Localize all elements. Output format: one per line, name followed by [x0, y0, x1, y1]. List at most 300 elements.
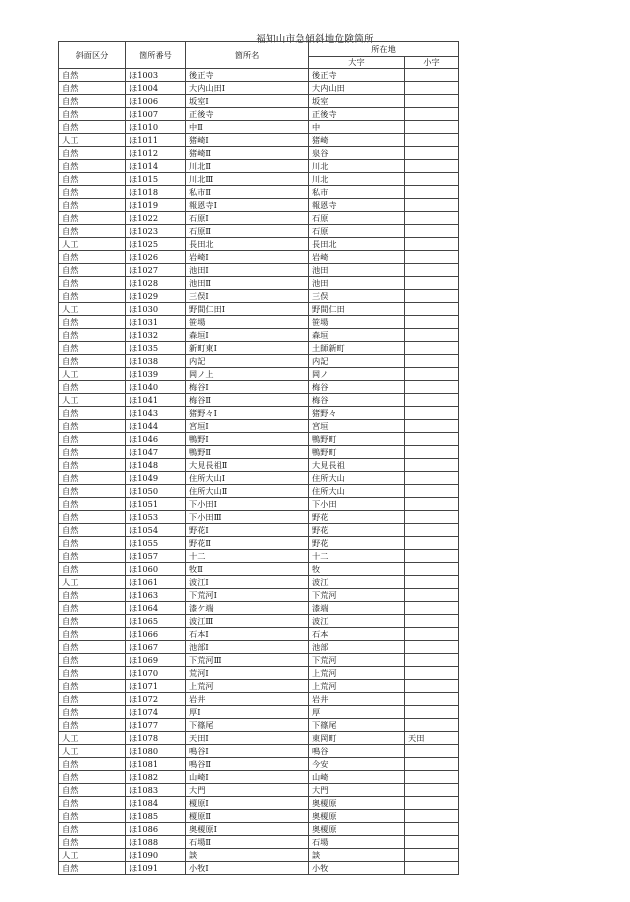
cell-kubun: 自然: [59, 459, 126, 472]
cell-bangou: ほ1023: [126, 225, 186, 238]
cell-name: 正後寺: [186, 108, 309, 121]
cell-kubun: 自然: [59, 407, 126, 420]
cell-kubun: 自然: [59, 706, 126, 719]
cell-oaza: 野花: [309, 537, 405, 550]
cell-kubun: 自然: [59, 693, 126, 706]
cell-name: 梅谷Ⅱ: [186, 394, 309, 407]
cell-bangou: ほ1007: [126, 108, 186, 121]
cell-kubun: 自然: [59, 199, 126, 212]
cell-kubun: 自然: [59, 329, 126, 342]
header-oaza: 大字: [309, 57, 405, 69]
cell-kubun: 人工: [59, 732, 126, 745]
table-row: [59, 381, 459, 394]
cell-kubun: 自然: [59, 69, 126, 82]
cell-kubun: 自然: [59, 524, 126, 537]
cell-oaza: 奥榎原: [309, 823, 405, 836]
cell-koaza: [405, 849, 459, 862]
cell-name: 宮垣Ⅰ: [186, 420, 309, 433]
cell-name: 下荒河Ⅲ: [186, 654, 309, 667]
cell-oaza: 石原: [309, 225, 405, 238]
cell-bangou: ほ1057: [126, 550, 186, 563]
cell-kubun: 自然: [59, 797, 126, 810]
cell-oaza: 奥榎原: [309, 810, 405, 823]
table-row: [59, 810, 459, 823]
cell-bangou: ほ1049: [126, 472, 186, 485]
cell-koaza: [405, 290, 459, 303]
table-row: [59, 615, 459, 628]
cell-name: 石場Ⅱ: [186, 836, 309, 849]
cell-koaza: [405, 498, 459, 511]
cell-bangou: ほ1006: [126, 95, 186, 108]
cell-oaza: 泉谷: [309, 147, 405, 160]
table-row: [59, 654, 459, 667]
cell-kubun: 自然: [59, 82, 126, 95]
cell-name: 石本Ⅰ: [186, 628, 309, 641]
cell-kubun: 人工: [59, 394, 126, 407]
cell-name: 新町東Ⅰ: [186, 342, 309, 355]
cell-name: 猪崎Ⅰ: [186, 134, 309, 147]
cell-oaza: 梅谷: [309, 381, 405, 394]
cell-name: 猪崎Ⅱ: [186, 147, 309, 160]
cell-kubun: 自然: [59, 667, 126, 680]
cell-koaza: [405, 524, 459, 537]
cell-name: 波江Ⅲ: [186, 615, 309, 628]
cell-koaza: [405, 134, 459, 147]
cell-oaza: 上荒河: [309, 667, 405, 680]
table-row: [59, 225, 459, 238]
cell-koaza: [405, 602, 459, 615]
cell-bangou: ほ1065: [126, 615, 186, 628]
table-row: [59, 173, 459, 186]
cell-koaza: [405, 160, 459, 173]
table-row: [59, 823, 459, 836]
cell-oaza: 山崎: [309, 771, 405, 784]
cell-koaza: [405, 368, 459, 381]
cell-koaza: [405, 69, 459, 82]
cell-name: 上荒河: [186, 680, 309, 693]
cell-kubun: 自然: [59, 589, 126, 602]
cell-koaza: [405, 550, 459, 563]
cell-oaza: 岡ノ: [309, 368, 405, 381]
table-row: [59, 329, 459, 342]
cell-koaza: [405, 251, 459, 264]
cell-oaza: 坂室: [309, 95, 405, 108]
cell-koaza: [405, 589, 459, 602]
table-row: [59, 680, 459, 693]
cell-name: 石原Ⅰ: [186, 212, 309, 225]
cell-name: 大門: [186, 784, 309, 797]
table-row: [59, 355, 459, 368]
cell-bangou: ほ1074: [126, 706, 186, 719]
cell-bangou: ほ1083: [126, 784, 186, 797]
cell-koaza: [405, 836, 459, 849]
cell-koaza: [405, 615, 459, 628]
cell-kubun: 自然: [59, 186, 126, 199]
cell-koaza: 天田: [405, 732, 459, 745]
cell-oaza: 小牧: [309, 862, 405, 875]
cell-bangou: ほ1054: [126, 524, 186, 537]
cell-name: 池田Ⅱ: [186, 277, 309, 290]
table-row: [59, 550, 459, 563]
cell-oaza: 下篠尾: [309, 719, 405, 732]
cell-name: 岩井: [186, 693, 309, 706]
cell-oaza: 下荒河: [309, 589, 405, 602]
table-row: [59, 641, 459, 654]
cell-name: 長田北: [186, 238, 309, 251]
cell-bangou: ほ1039: [126, 368, 186, 381]
cell-name: 鴨野Ⅱ: [186, 446, 309, 459]
table-row: [59, 199, 459, 212]
cell-oaza: 談: [309, 849, 405, 862]
cell-oaza: 中: [309, 121, 405, 134]
cell-kubun: 自然: [59, 420, 126, 433]
cell-oaza: 野花: [309, 524, 405, 537]
cell-oaza: 大内山田: [309, 82, 405, 95]
cell-kubun: 自然: [59, 537, 126, 550]
cell-oaza: 鴨野町: [309, 446, 405, 459]
cell-bangou: ほ1027: [126, 264, 186, 277]
cell-bangou: ほ1082: [126, 771, 186, 784]
cell-bangou: ほ1071: [126, 680, 186, 693]
cell-koaza: [405, 472, 459, 485]
cell-name: 坂室Ⅰ: [186, 95, 309, 108]
cell-bangou: ほ1050: [126, 485, 186, 498]
cell-koaza: [405, 810, 459, 823]
cell-koaza: [405, 316, 459, 329]
cell-bangou: ほ1053: [126, 511, 186, 524]
cell-koaza: [405, 771, 459, 784]
cell-name: 森垣Ⅰ: [186, 329, 309, 342]
table-row: [59, 784, 459, 797]
cell-bangou: ほ1047: [126, 446, 186, 459]
cell-koaza: [405, 576, 459, 589]
table-row: [59, 121, 459, 134]
table-row: [59, 862, 459, 875]
cell-bangou: ほ1043: [126, 407, 186, 420]
cell-bangou: ほ1028: [126, 277, 186, 290]
cell-name: 大見長祖Ⅱ: [186, 459, 309, 472]
cell-koaza: [405, 121, 459, 134]
cell-oaza: 下小田: [309, 498, 405, 511]
cell-koaza: [405, 563, 459, 576]
cell-oaza: 梅谷: [309, 394, 405, 407]
cell-name: 報恩寺Ⅰ: [186, 199, 309, 212]
cell-bangou: ほ1044: [126, 420, 186, 433]
cell-bangou: ほ1029: [126, 290, 186, 303]
cell-bangou: ほ1031: [126, 316, 186, 329]
cell-koaza: [405, 147, 459, 160]
cell-bangou: ほ1032: [126, 329, 186, 342]
cell-bangou: ほ1069: [126, 654, 186, 667]
cell-kubun: 自然: [59, 225, 126, 238]
cell-name: 漆ケ端: [186, 602, 309, 615]
cell-bangou: ほ1064: [126, 602, 186, 615]
header-koaza: 小字: [405, 57, 459, 69]
table-row: [59, 394, 459, 407]
cell-kubun: 自然: [59, 719, 126, 732]
cell-bangou: ほ1063: [126, 589, 186, 602]
cell-kubun: 自然: [59, 563, 126, 576]
cell-name: 川北Ⅲ: [186, 173, 309, 186]
cell-bangou: ほ1077: [126, 719, 186, 732]
cell-bangou: ほ1015: [126, 173, 186, 186]
cell-kubun: 自然: [59, 550, 126, 563]
cell-bangou: ほ1055: [126, 537, 186, 550]
cell-name: 川北Ⅱ: [186, 160, 309, 173]
cell-bangou: ほ1026: [126, 251, 186, 264]
table-row: [59, 160, 459, 173]
cell-kubun: 自然: [59, 342, 126, 355]
cell-kubun: 自然: [59, 771, 126, 784]
cell-bangou: ほ1012: [126, 147, 186, 160]
cell-bangou: ほ1085: [126, 810, 186, 823]
table-row: [59, 576, 459, 589]
table-row: [59, 290, 459, 303]
cell-koaza: [405, 342, 459, 355]
cell-name: 住所大山Ⅱ: [186, 485, 309, 498]
cell-oaza: 宮垣: [309, 420, 405, 433]
cell-bangou: ほ1004: [126, 82, 186, 95]
cell-oaza: 石原: [309, 212, 405, 225]
cell-bangou: ほ1018: [126, 186, 186, 199]
cell-kubun: 自然: [59, 472, 126, 485]
cell-kubun: 人工: [59, 134, 126, 147]
cell-bangou: ほ1019: [126, 199, 186, 212]
cell-name: 下篠尾: [186, 719, 309, 732]
cell-oaza: 厚: [309, 706, 405, 719]
cell-kubun: 自然: [59, 355, 126, 368]
header-location: 所在地: [309, 42, 459, 57]
cell-name: 住所大山Ⅰ: [186, 472, 309, 485]
cell-oaza: 今安: [309, 758, 405, 771]
cell-bangou: ほ1046: [126, 433, 186, 446]
table-row: [59, 524, 459, 537]
table-row: [59, 238, 459, 251]
cell-kubun: 自然: [59, 277, 126, 290]
cell-kubun: 自然: [59, 173, 126, 186]
table-row: [59, 537, 459, 550]
table-header: [59, 42, 459, 69]
cell-kubun: 自然: [59, 290, 126, 303]
cell-oaza: 川北: [309, 173, 405, 186]
cell-bangou: ほ1084: [126, 797, 186, 810]
cell-name: 三俣Ⅰ: [186, 290, 309, 303]
page-title: 福知山市急傾斜地危険箇所: [256, 34, 374, 45]
table-row: [59, 108, 459, 121]
table-row: [59, 316, 459, 329]
table-row: [59, 82, 459, 95]
cell-oaza: 波江: [309, 615, 405, 628]
cell-koaza: [405, 459, 459, 472]
cell-bangou: ほ1061: [126, 576, 186, 589]
cell-name: 下小田Ⅰ: [186, 498, 309, 511]
cell-bangou: ほ1078: [126, 732, 186, 745]
slope-table: [58, 41, 459, 875]
cell-koaza: [405, 238, 459, 251]
cell-oaza: 上荒河: [309, 680, 405, 693]
cell-oaza: 笹場: [309, 316, 405, 329]
table-row: [59, 95, 459, 108]
cell-koaza: [405, 823, 459, 836]
cell-koaza: [405, 433, 459, 446]
cell-oaza: 猪野々: [309, 407, 405, 420]
cell-name: 荒河Ⅰ: [186, 667, 309, 680]
cell-koaza: [405, 784, 459, 797]
cell-name: 牧Ⅱ: [186, 563, 309, 576]
cell-koaza: [405, 758, 459, 771]
cell-oaza: 岩井: [309, 693, 405, 706]
cell-oaza: 池田: [309, 264, 405, 277]
cell-kubun: 自然: [59, 498, 126, 511]
cell-koaza: [405, 745, 459, 758]
table-row: [59, 589, 459, 602]
cell-koaza: [405, 485, 459, 498]
cell-bangou: ほ1088: [126, 836, 186, 849]
table-row: [59, 186, 459, 199]
cell-name: 後正寺: [186, 69, 309, 82]
cell-name: 十二: [186, 550, 309, 563]
cell-kubun: 自然: [59, 121, 126, 134]
cell-kubun: 自然: [59, 641, 126, 654]
cell-oaza: 内記: [309, 355, 405, 368]
cell-koaza: [405, 355, 459, 368]
cell-bangou: ほ1070: [126, 667, 186, 680]
cell-bangou: ほ1048: [126, 459, 186, 472]
table-row: [59, 693, 459, 706]
cell-kubun: 自然: [59, 95, 126, 108]
cell-name: 私市Ⅱ: [186, 186, 309, 199]
table-row: [59, 251, 459, 264]
cell-kubun: 自然: [59, 446, 126, 459]
cell-kubun: 自然: [59, 316, 126, 329]
cell-oaza: 奥榎原: [309, 797, 405, 810]
cell-oaza: 牧: [309, 563, 405, 576]
cell-koaza: [405, 667, 459, 680]
cell-name: 奥榎原Ⅰ: [186, 823, 309, 836]
cell-oaza: 猪崎: [309, 134, 405, 147]
cell-kubun: 人工: [59, 576, 126, 589]
header-name: 箇所名: [186, 42, 309, 69]
cell-bangou: ほ1080: [126, 745, 186, 758]
header-kubun: 斜面区分: [59, 42, 126, 69]
table-row: [59, 212, 459, 225]
cell-name: 内記: [186, 355, 309, 368]
cell-bangou: ほ1051: [126, 498, 186, 511]
cell-bangou: ほ1081: [126, 758, 186, 771]
cell-koaza: [405, 680, 459, 693]
cell-koaza: [405, 706, 459, 719]
cell-oaza: 池田: [309, 277, 405, 290]
table-row: [59, 602, 459, 615]
table-row: [59, 771, 459, 784]
cell-oaza: 後正寺: [309, 69, 405, 82]
cell-name: 池部Ⅰ: [186, 641, 309, 654]
table-row: [59, 797, 459, 810]
table-body: [59, 69, 459, 875]
cell-koaza: [405, 537, 459, 550]
cell-koaza: [405, 225, 459, 238]
cell-kubun: 自然: [59, 433, 126, 446]
cell-koaza: [405, 693, 459, 706]
cell-oaza: 鴨野町: [309, 433, 405, 446]
cell-oaza: 住所大山: [309, 472, 405, 485]
cell-koaza: [405, 862, 459, 875]
cell-kubun: 人工: [59, 368, 126, 381]
cell-name: 笹場: [186, 316, 309, 329]
cell-name: 野花Ⅱ: [186, 537, 309, 550]
table-row: [59, 498, 459, 511]
table-row: [59, 849, 459, 862]
cell-bangou: ほ1038: [126, 355, 186, 368]
table-row: [59, 420, 459, 433]
cell-bangou: ほ1067: [126, 641, 186, 654]
cell-kubun: 自然: [59, 680, 126, 693]
cell-oaza: 住所大山: [309, 485, 405, 498]
table-row: [59, 446, 459, 459]
cell-name: 天田Ⅰ: [186, 732, 309, 745]
cell-koaza: [405, 381, 459, 394]
table-row: [59, 758, 459, 771]
cell-name: 鳴谷Ⅰ: [186, 745, 309, 758]
cell-koaza: [405, 628, 459, 641]
cell-kubun: 自然: [59, 160, 126, 173]
cell-oaza: 野花: [309, 511, 405, 524]
cell-kubun: 人工: [59, 849, 126, 862]
cell-oaza: 大見長祖: [309, 459, 405, 472]
cell-koaza: [405, 199, 459, 212]
cell-koaza: [405, 186, 459, 199]
cell-koaza: [405, 407, 459, 420]
cell-oaza: 池部: [309, 641, 405, 654]
cell-koaza: [405, 329, 459, 342]
cell-oaza: 報恩寺: [309, 199, 405, 212]
cell-bangou: ほ1003: [126, 69, 186, 82]
cell-kubun: 自然: [59, 251, 126, 264]
cell-koaza: [405, 394, 459, 407]
cell-name: 下荒河Ⅰ: [186, 589, 309, 602]
table-row: [59, 485, 459, 498]
cell-name: 山崎Ⅰ: [186, 771, 309, 784]
table-row: [59, 303, 459, 316]
cell-oaza: 土師新町: [309, 342, 405, 355]
cell-bangou: ほ1086: [126, 823, 186, 836]
table-row: [59, 732, 459, 745]
cell-kubun: 自然: [59, 615, 126, 628]
cell-koaza: [405, 212, 459, 225]
table-row: [59, 745, 459, 758]
cell-oaza: 川北: [309, 160, 405, 173]
cell-name: 榎原Ⅰ: [186, 797, 309, 810]
cell-koaza: [405, 420, 459, 433]
table-row: [59, 134, 459, 147]
cell-kubun: 自然: [59, 485, 126, 498]
cell-oaza: 漆端: [309, 602, 405, 615]
cell-koaza: [405, 641, 459, 654]
cell-kubun: 自然: [59, 511, 126, 524]
cell-kubun: 自然: [59, 758, 126, 771]
cell-koaza: [405, 797, 459, 810]
cell-kubun: 自然: [59, 862, 126, 875]
cell-koaza: [405, 303, 459, 316]
cell-koaza: [405, 277, 459, 290]
cell-kubun: 自然: [59, 628, 126, 641]
cell-bangou: ほ1066: [126, 628, 186, 641]
cell-kubun: 自然: [59, 381, 126, 394]
cell-name: 猪野々Ⅰ: [186, 407, 309, 420]
cell-kubun: 自然: [59, 147, 126, 160]
header-bangou: 箇所番号: [126, 42, 186, 69]
cell-oaza: 私市: [309, 186, 405, 199]
